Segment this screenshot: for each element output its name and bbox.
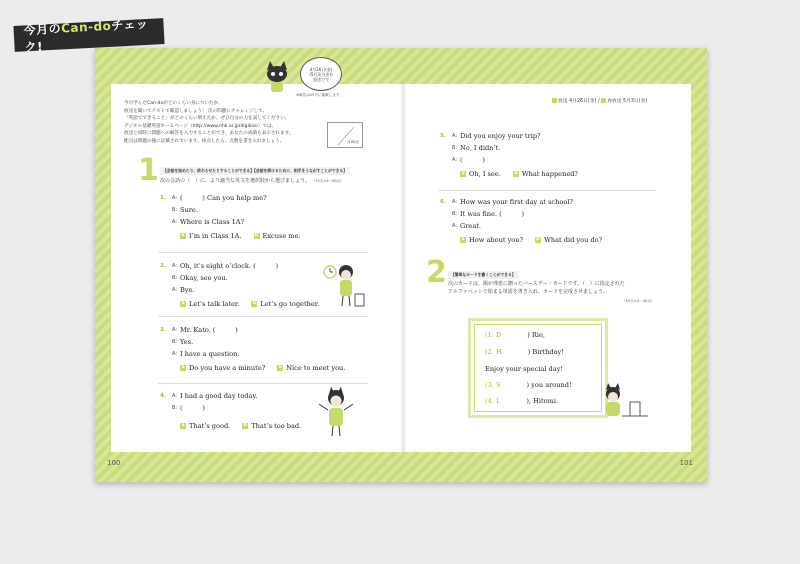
q5-option-a[interactable]: a Oh, I see. bbox=[461, 170, 501, 178]
divider bbox=[158, 316, 368, 317]
broadcast-date-bubble: 4月26日(金) (5月3日(金)) 放送です bbox=[300, 57, 342, 91]
section-2-points: （10点×4＝40点） bbox=[622, 299, 655, 303]
q1-option-b[interactable]: b Excuse me. bbox=[254, 232, 301, 240]
divider bbox=[158, 252, 368, 253]
section-2-number: 2 bbox=[426, 255, 447, 290]
page-number-left: 100 bbox=[107, 459, 121, 467]
card-line-2[interactable]: (2. H ) Birthday! bbox=[485, 348, 564, 356]
card-line-1[interactable]: (1. D ) Rie, bbox=[485, 331, 545, 339]
q6-option-b[interactable]: b What did you do? bbox=[536, 236, 603, 244]
birthday-card bbox=[468, 318, 608, 418]
question-3: 3. A: Mr. Kato. ( ) B: Yes. A: I have a question. a Do you have a minute? b Nice to meet you. bbox=[160, 326, 346, 372]
card-line-4[interactable]: (3. S ) you around! bbox=[485, 381, 572, 389]
page-gutter bbox=[400, 84, 407, 452]
question-6: 6. A: How was your first day at school? B: It was fine. ( ) A: Great. a How about you? b What did you do? bbox=[440, 198, 603, 244]
intro-text: 今月学んだCan-doがどのくらい身についたか、 放送を聞いてテストで確認しましょう！ 次の問題にチャレンジして、 「英語でできること」がどのくらい増えたか、ぜひ自分の力を試してください。 デジタル基礎英語ホームページ（http://www.nhk.or.jp/digikiso）では、 放送と同時に問題への解答を入力することができ、あなたの成績も表示されます。 配点は問題の後に記載されています。採点したら、点数を書き入れましょう。 bbox=[124, 101, 294, 144]
question-2: 2. A: Oh, it’s eight o’clock. ( ) B: Okay, see you. A: Bye. a Let’s talk later. b Let’s go together. bbox=[160, 262, 320, 308]
section-1-instruction: 次の会話の（ ）に、より適当な英文を選択肢から選びましょう。 （15点×4＝60点） bbox=[160, 178, 345, 184]
section-1-number: 1 bbox=[138, 153, 159, 188]
girl-clock-illustration-icon bbox=[322, 258, 366, 310]
girl-writing-illustration-icon bbox=[598, 380, 650, 424]
page-number-right: 101 bbox=[679, 459, 693, 467]
question-5: 5. A: Did you enjoy your trip? B: No, I didn’t. A: ( ) a Oh, I see. b What happened? bbox=[440, 132, 578, 178]
q2-option-b[interactable]: b Let’s go together. bbox=[252, 300, 320, 308]
rebroadcast-icon bbox=[601, 98, 606, 103]
q4-option-b[interactable]: b That’s too bad. bbox=[243, 422, 302, 430]
q4-option-a[interactable]: a That’s good. bbox=[181, 422, 231, 430]
q3-option-a[interactable]: a Do you have a minute? bbox=[181, 364, 266, 372]
score-slash-icon bbox=[328, 123, 364, 149]
title-banner bbox=[13, 16, 164, 55]
divider bbox=[158, 383, 368, 384]
q2-option-a[interactable]: a Let’s talk later. bbox=[181, 300, 240, 308]
girl-cheering-illustration-icon bbox=[316, 386, 356, 438]
q6-option-a[interactable]: a How about you? bbox=[461, 236, 524, 244]
answer-note: ※解答は25号に掲載します。 bbox=[296, 93, 343, 97]
question-1: 1. A: ( ) Can you help me? B: Sure. A: Where is Class 1A? a I’m in Class 1A. b Excuse me. bbox=[160, 194, 301, 240]
q3-option-b[interactable]: b Nice to meet you. bbox=[278, 364, 346, 372]
section-2-tag: 【簡単なカードを書くことができる】 bbox=[448, 271, 519, 279]
q5-option-b[interactable]: b What happened? bbox=[514, 170, 578, 178]
section-2-instruction-1: 次のカードは、陽が理恵に贈ったバースデー・カードです。（ ）に指定された bbox=[448, 281, 625, 287]
q1-option-a[interactable]: a I’m in Class 1A. bbox=[181, 232, 242, 240]
section-1-tag: 【会話を始めたり、終わらせたりすることができる】【会話を続けるために、相手をうながすことができる】 bbox=[160, 167, 350, 175]
score-box: /100点 bbox=[327, 122, 363, 148]
card-line-3: Enjoy your special day! bbox=[485, 365, 564, 373]
card-line-5[interactable]: (4. L ), Hitomi. bbox=[485, 397, 559, 405]
section-2-instruction-2: アルファベットで始まる単語を書き入れ、カードを完成させましょう。 bbox=[448, 289, 609, 295]
question-4: 4. A: I had a good day today. B: ( ) a That’s good. b That’s too bad. bbox=[160, 392, 302, 430]
broadcast-icon bbox=[552, 98, 557, 103]
cat-mascot-icon bbox=[262, 60, 292, 94]
broadcast-dates: 放送 4月26日(金) / 再放送 5月3日(金) bbox=[552, 97, 647, 104]
page-title: 今月のCan-doチェック! bbox=[23, 16, 149, 55]
divider bbox=[438, 190, 656, 191]
